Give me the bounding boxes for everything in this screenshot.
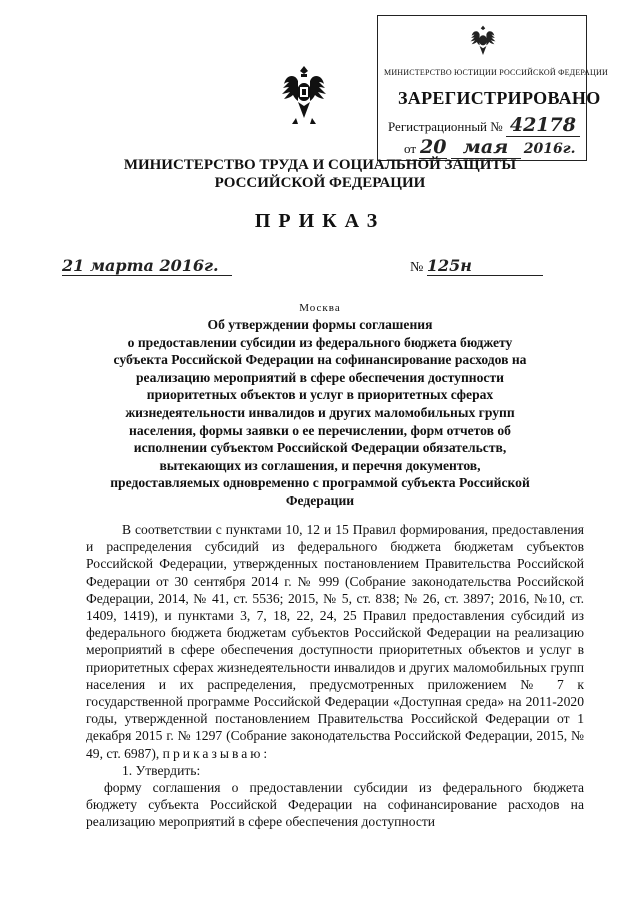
stamp-reg-label: Регистрационный № xyxy=(388,119,503,134)
stamp-reg-number: 42178 xyxy=(506,114,580,137)
stamp-registered: ЗАРЕГИСТРИРОВАНО xyxy=(398,88,601,108)
document-type: ПРИКАЗ xyxy=(254,210,386,232)
title-line: приоритетных объектов и услуг в приоритетных сферах xyxy=(146,387,494,403)
document-title xyxy=(78,316,562,510)
stamp-emblem-icon xyxy=(466,22,500,62)
preamble-text: В соответствии с пунктами 10, 12 и 15 Правил формирования, предоставления и распределения субсидий из федерального бюджета бюджетам субъектов Российской Федерации, утвержденных постановлением Правительства Российской Федерации от 30 сентября 2014 г. № 999 (Собрание законодательства Российской Федерации, 2014, № 41, ст. 5536; 2015, № 5, ст. 838; № 26, ст. 3897; 2016, №10, ст. 1409, 1419), и пунктами 3, 7, 18, 22, 24, 25 Правил предоставления субсидий из федерального бюджета бюджетам субъектов Российской Федерации на реализацию мероприятий в сфере обеспечения доступности приоритетных объектов и услуг в приоритетных сферах жизнедеятельности инвалидов и других маломобильных групп населения и их распределения, предусмотренных приложением № 7 к государственной программе Российской Федерации «Доступная среда» на 2011-2020 годы, утвержденной постановлением Правительства Российской Федерации от 1 декабря 2015 г. № 1297 (Собрание законодательства Российской Федерации, 2015, № 49, ст. 6987), xyxy=(86,522,584,761)
stamp-date-prefix: от xyxy=(404,141,417,156)
title-line: населения, формы заявки о ее перечислении, форм отчетов об xyxy=(129,422,511,438)
title-line: исполнении субъектом Российской Федерации обязательств, xyxy=(133,440,507,456)
document-body xyxy=(86,521,584,831)
stamp-ministry: МИНИСТЕРСТВО ЮСТИЦИИ РОССИЙСКОЙ ФЕДЕРАЦИИ xyxy=(384,68,608,77)
city: Москва xyxy=(299,302,341,314)
title-line: предоставляемых одновременно с программой субъекта Российской xyxy=(110,475,530,491)
title-line: Федерации xyxy=(285,492,355,508)
item-1: 1. Утвердить: xyxy=(122,762,201,778)
preamble-paragraph xyxy=(86,521,584,762)
ministry-line-2: РОССИЙСКОЙ ФЕДЕРАЦИИ xyxy=(214,175,426,191)
coat-of-arms-emblem xyxy=(274,62,334,128)
title-line: вытекающих из соглашения, и перечня документов, xyxy=(159,457,481,473)
stamp-reg-number-line xyxy=(388,114,580,137)
item-1-text: форму соглашения о предоставлении субсидии из федерального бюджета бюджету субъекта Российской Федерации на софинансирование расходов на реализацию мероприятий в сфере обеспечения доступности xyxy=(86,780,584,830)
order-date: 21 марта 2016г. xyxy=(62,256,232,276)
ministry-name xyxy=(0,156,640,192)
title-line: о предоставлении субсидии из федерального бюджета бюджету xyxy=(127,334,513,350)
title-line: Об утверждении формы соглашения xyxy=(207,317,433,332)
stamp-date-month: мая xyxy=(451,136,521,159)
order-number-line xyxy=(410,256,543,276)
order-word: приказываю: xyxy=(162,745,271,761)
order-number: 125н xyxy=(427,256,543,276)
stamp-date-day: 20 xyxy=(420,136,447,158)
title-line: реализацию мероприятий в сфере обеспечения доступности xyxy=(136,369,504,385)
registration-stamp xyxy=(377,15,608,161)
order-number-label: № xyxy=(410,260,424,275)
stamp-date-year: 2016г. xyxy=(523,141,576,157)
title-line: жизнедеятельности инвалидов и других маломобильных групп xyxy=(125,404,515,420)
ministry-line-1: МИНИСТЕРСТВО ТРУДА И СОЦИАЛЬНОЙ ЗАЩИТЫ xyxy=(123,157,517,173)
title-line: субъекта Российской Федерации на софинансирование расходов на xyxy=(113,352,527,368)
